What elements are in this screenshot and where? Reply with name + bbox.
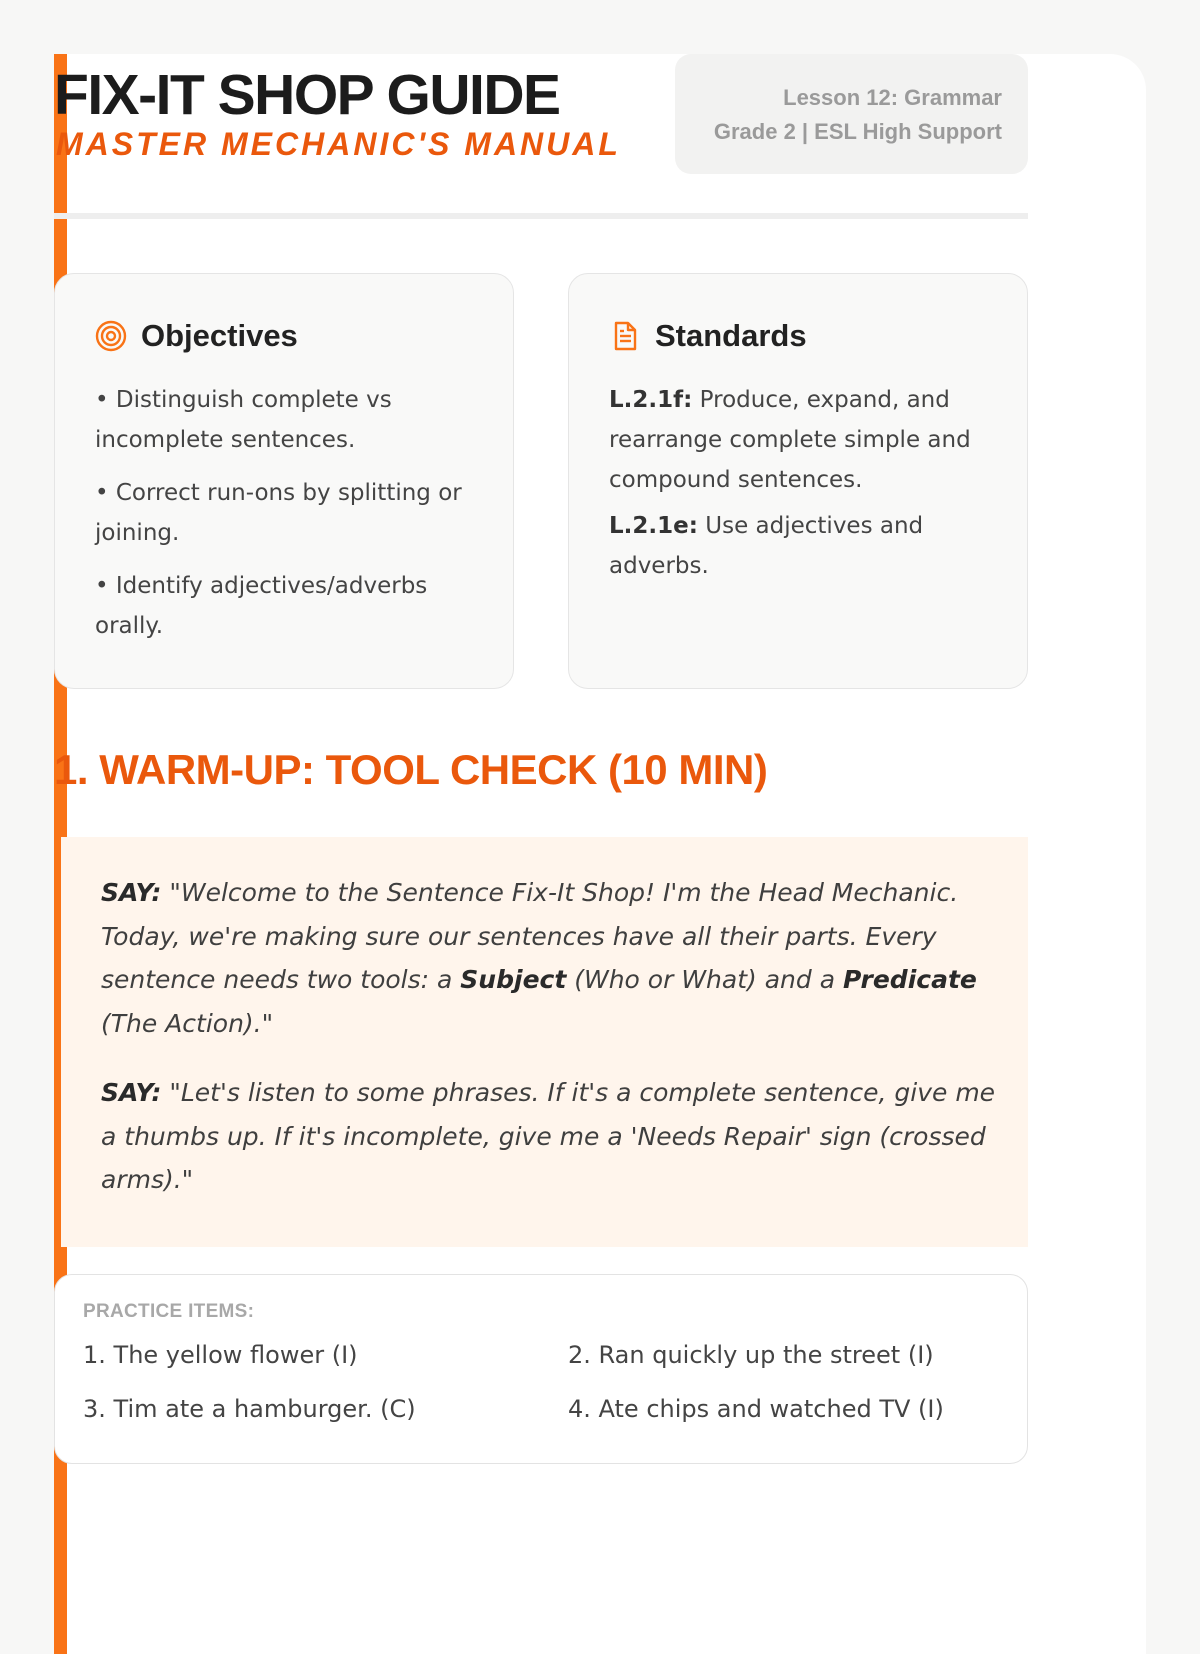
objectives-title: Objectives: [141, 318, 298, 353]
say-text: "Welcome to the Sentence Fix-It Shop! I'm the Head Mechanic. Today, we're making sure our sentences have all their parts. Every sentence needs two tools: a: [101, 878, 959, 994]
standards-card: [568, 273, 1028, 689]
say-paragraph-1: [101, 871, 998, 1045]
practice-grid: [83, 1335, 1001, 1429]
say-label: SAY:: [101, 1078, 162, 1107]
standards-header: [609, 316, 989, 356]
grade-line: Grade 2 | ESL High Support: [713, 119, 1002, 144]
practice-item: 3. Tim ate a hamburger. (C): [83, 1395, 416, 1423]
say-text: (Who or What) and a: [566, 965, 843, 994]
objective-item: • Identify adjectives/adverbs orally.: [95, 573, 428, 639]
lesson-info-box: [675, 54, 1028, 174]
lesson-line: Lesson 12: Grammar: [783, 85, 1002, 110]
warmup-section-title: 1. WARM-UP: TOOL CHECK (10 MIN): [54, 746, 768, 793]
standard-code: L.2.1e:: [609, 513, 698, 539]
standard-text: Use adjectives and adverbs.: [609, 513, 924, 579]
standards-title: Standards: [655, 318, 807, 353]
standard-code: L.2.1f:: [609, 387, 693, 413]
teacher-script-box: [54, 837, 1028, 1247]
practice-label: PRACTICE ITEMS:: [83, 1301, 255, 1322]
say-paragraph-2: [101, 1071, 998, 1202]
practice-items-box: [54, 1274, 1028, 1464]
practice-item: 4. Ate chips and watched TV (I): [568, 1395, 944, 1423]
page-title: FIX-IT SHOP GUIDE: [54, 63, 560, 127]
document-icon: [609, 320, 641, 352]
header-divider: [54, 213, 1028, 219]
page-subtitle: MASTER MECHANIC'S MANUAL: [56, 126, 621, 162]
standard-item: [609, 506, 989, 586]
target-icon: [95, 320, 127, 352]
practice-item: 2. Ran quickly up the street (I): [568, 1341, 934, 1369]
objectives-header: [95, 316, 475, 356]
say-text: (The Action).": [101, 1008, 274, 1038]
predicate-term: Predicate: [842, 965, 977, 994]
say-text: "Let's listen to some phrases. If it's a complete sentence, give me a thumbs up. If it's incomplete, give me a 'Needs Repair' sign (crossed arms).": [101, 1078, 996, 1194]
say-label: SAY:: [101, 878, 162, 907]
subject-term: Subject: [460, 965, 567, 994]
practice-item: 1. The yellow flower (I): [83, 1341, 358, 1369]
standard-text: Produce, expand, and rearrange complete simple and compound sentences.: [609, 387, 971, 493]
objectives-card: [54, 273, 514, 689]
objective-item: • Correct run-ons by splitting or joining.: [95, 480, 462, 546]
objective-item: • Distinguish complete vs incomplete sentences.: [95, 387, 392, 453]
page-header: [54, 54, 1028, 218]
standard-item: [609, 380, 989, 500]
